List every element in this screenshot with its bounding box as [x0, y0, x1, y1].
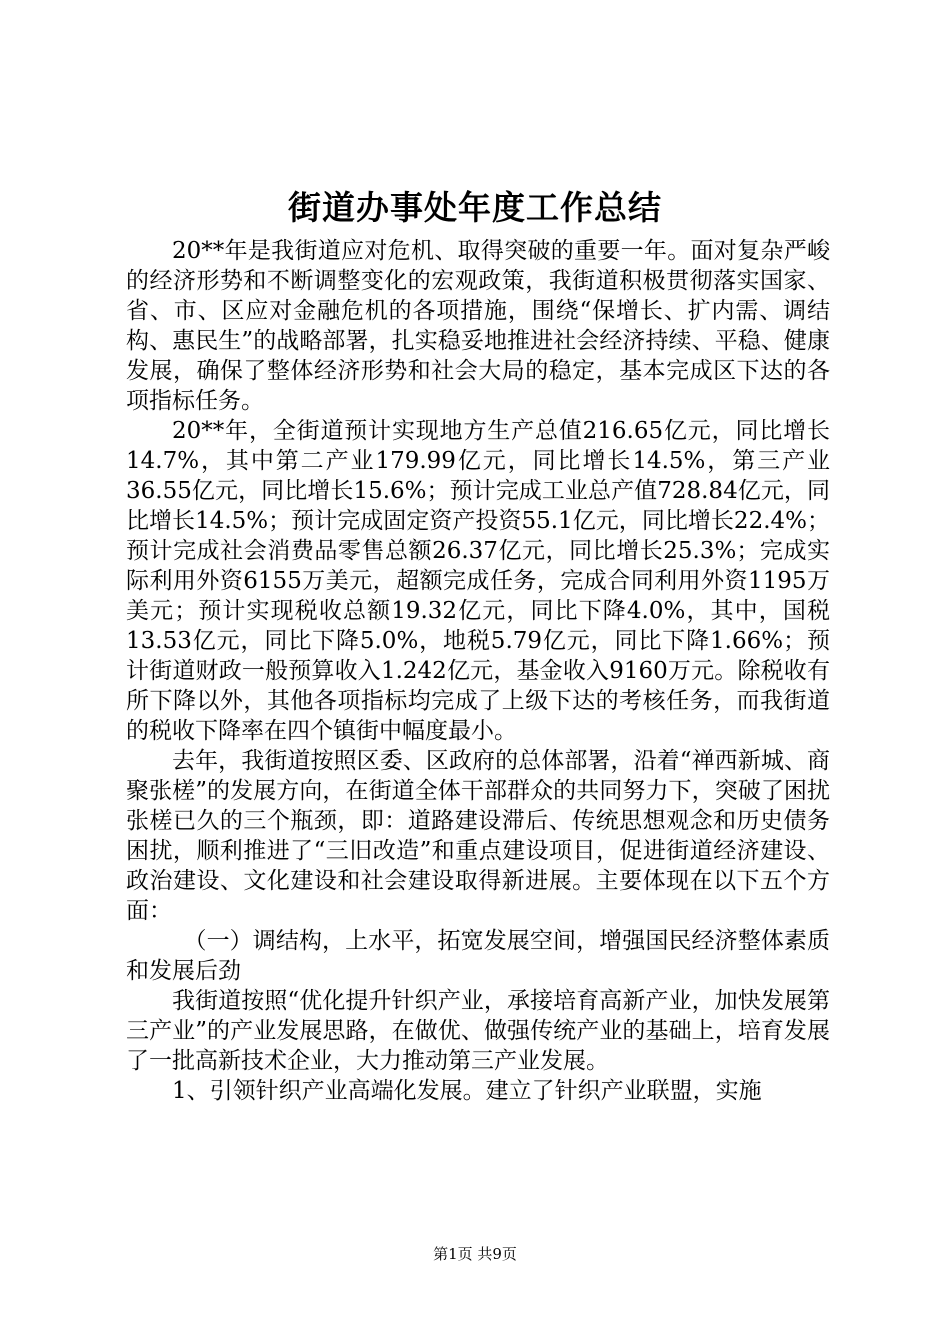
page-number-footer: 第1页 共9页	[433, 1245, 517, 1263]
document-body	[126, 236, 830, 1106]
paragraph-item-1: 1、引领针织产业高端化发展。建立了针织产业联盟，实施	[172, 1078, 762, 1104]
section-heading-1: （一）调结构，上水平，拓宽发展空间，增强国民经济整体素质和发展后劲	[126, 928, 830, 984]
document-title: 街道办事处年度工作总结	[288, 188, 662, 227]
paragraph-overview: 去年，我街道按照区委、区政府的总体部署，沿着“禅西新城、商聚张槎”的发展方向，在街道全体干部群众的共同努力下，突破了困扰张槎已久的三个瓶颈，即：道路建设滞后、传统思想观念和历史债务困扰，顺利推进了“三旧改造”和重点建设项目，促进街道经济建设、政治建设、文化建设和社会建设取得新进展。主要体现在以下五个方面：	[126, 748, 830, 924]
paragraph-statistics: 20**年，全街道预计实现地方生产总值216.65亿元，同比增长14.7%，其中第二产业179.99亿元，同比增长14.5%，第三产业36.55亿元，同比增长15.6%；预计完成工业总产值728.84亿元，同比增长14.5%；预计完成固定资产投资55.1亿元，同比增长22.4%；预计完成社会消费品零售总额26.37亿元，同比增长25.3%；完成实际利用外资6155万美元，超额完成任务，完成合同利用外资1195万美元；预计实现税收总额19.32亿元，同比下降4.0%，其中，国税13.53亿元，同比下降5.0%，地税5.79亿元，同比下降1.66%；预计街道财政一般预算收入1.242亿元，基金收入9160万元。除税收有所下降以外，其他各项指标均完成了上级下达的考核任务，而我街道的税收下降率在四个镇街中幅度最小。	[126, 418, 830, 744]
paragraph-intro: 20**年是我街道应对危机、取得突破的重要一年。面对复杂严峻的经济形势和不断调整变化的宏观政策，我街道积极贯彻落实国家、省、市、区应对金融危机的各项措施，围绕“保增长、扩内需、调结构、惠民生”的战略部署，扎实稳妥地推进社会经济持续、平稳、健康发展，确保了整体经济形势和社会大局的稳定，基本完成区下达的各项指标任务。	[126, 238, 830, 414]
paragraph-industry: 我街道按照“优化提升针织产业，承接培育高新产业，加快发展第三产业”的产业发展思路，在做优、做强传统产业的基础上，培育发展了一批高新技术企业，大力推动第三产业发展。	[126, 988, 830, 1074]
